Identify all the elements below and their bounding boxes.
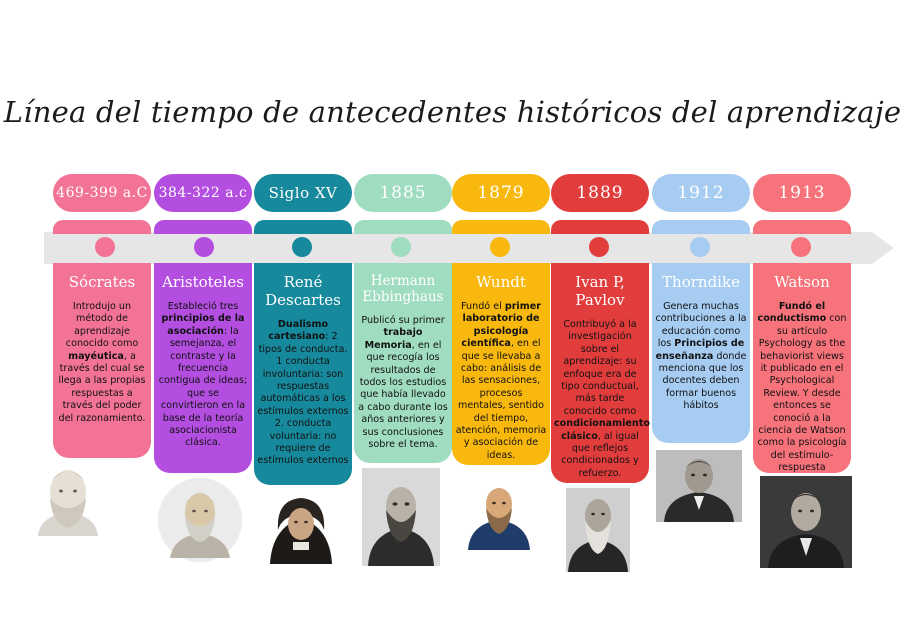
timeline-dot (589, 237, 609, 257)
portrait-ebbinghaus-image (362, 468, 440, 566)
highlight-text: principios de la asociación (161, 313, 245, 337)
date-pill: 1885 (354, 174, 452, 212)
portrait-thorndike-image (656, 450, 742, 522)
info-card (551, 263, 649, 483)
portrait-wundt-image (464, 478, 534, 550)
person-description: Fundó el primer laboratorio de psicología científica, en el que se llevaba a cabo: análisis de las sensaciones, procesos mentales, sentido del tiempo, atención, memoria y asociación de ideas. (455, 301, 547, 461)
person-name: Ivan P, Pavlov (575, 273, 625, 309)
portrait-watson-image (760, 476, 852, 568)
date-pill: 1889 (551, 174, 649, 212)
person-description: Contribuyó a la investigación sobre el aprendizaje: su enfoque era de tipo conductual, más tarde conocido como condicionamiento clásico, al igual que reflejos condicionados y refuerzo. (554, 319, 650, 479)
highlight-text: Principios de enseñanza (655, 338, 745, 362)
info-card (254, 263, 352, 485)
portrait-aristoteles-image (156, 478, 244, 562)
page-title: Línea del tiempo de antecedentes históricos del aprendizaje (3, 95, 902, 129)
timeline-dot (690, 237, 710, 257)
person-name: Aristoteles (162, 273, 244, 291)
card-top (354, 220, 452, 234)
highlight-text: primer laboratorio de psicología científica (461, 301, 541, 350)
card-top (154, 220, 252, 234)
info-card (452, 263, 550, 465)
person-description: Fundó el conductismo con su artículo Psychology as the behaviorist views it publicado en el Psychological Review. Y desde entonces se conoció a la ciencia de Watson como la psicología del estímulo-respuesta (757, 301, 847, 474)
timeline-dot (791, 237, 811, 257)
card-top (652, 220, 750, 234)
date-pill: 1913 (753, 174, 851, 212)
person-description: Publicó su primer trabajo Memoria, en el que recogía los resultados de todos los estudios que había llevado a cabo durante los años anteriores y sus conclusiones sobre el tema. (358, 315, 448, 451)
card-top (753, 220, 851, 234)
date-pill: 1879 (452, 174, 550, 212)
person-description: Genera muchas contribuciones a la educación como los Principios de enseñanza donde menciona que los docentes deben formar buenos hábitos (655, 301, 747, 412)
person-description: Dualismo cartesiano: 2 tipos de conducta. 1 conducta involuntaria: son respuestas automáticas a los estímulos externos 2. conducta voluntaria: no requiere de estímulos externos (257, 319, 349, 467)
person-name: Sócrates (68, 273, 136, 291)
highlight-text: Dualismo cartesiano (268, 319, 329, 343)
date-pill: 384-322 a.c (154, 174, 252, 212)
timeline-dot (391, 237, 411, 257)
portrait-descartes-image (262, 488, 340, 564)
card-top (254, 220, 352, 234)
info-card (652, 263, 750, 443)
timeline-dot (95, 237, 115, 257)
person-name: René Descartes (265, 273, 341, 309)
card-top (53, 220, 151, 234)
info-card (53, 263, 151, 458)
highlight-text: Fundó el conductismo (757, 301, 827, 325)
date-pill: 469-399 a.C (53, 174, 151, 212)
timeline-arrow (44, 232, 894, 264)
info-card (753, 263, 851, 473)
person-name: Hermann Ebbinghaus (362, 273, 444, 305)
highlight-text: condicionamiento clásico (554, 418, 650, 442)
info-card (354, 263, 452, 463)
date-pill: 1912 (652, 174, 750, 212)
person-description: Introdujo un método de aprendizaje conocido como mayéutica, a través del cual se llega a las propias respuestas a través del poder del razonamiento. (58, 301, 146, 424)
card-top (452, 220, 550, 234)
timeline-dot (194, 237, 214, 257)
info-card (154, 263, 252, 473)
date-pill: Siglo XV (254, 174, 352, 212)
card-top (551, 220, 649, 234)
highlight-text: mayéutica (68, 350, 124, 362)
person-name: Watson (774, 273, 830, 291)
portrait-socrates-image (28, 458, 108, 536)
portrait-pavlov-image (566, 488, 630, 572)
timeline-dot (292, 237, 312, 257)
timeline-dot (490, 237, 510, 257)
person-name: Wundt (476, 273, 526, 291)
person-description: Estableció tres principios de la asociación: la semejanza, el contraste y la frecuencia contigua de ideas; que se convirtieron en la base de la teoría asociacionista clásica. (158, 301, 248, 449)
person-name: Thorndike (662, 273, 740, 291)
highlight-text: trabajo Memoria (364, 327, 423, 351)
